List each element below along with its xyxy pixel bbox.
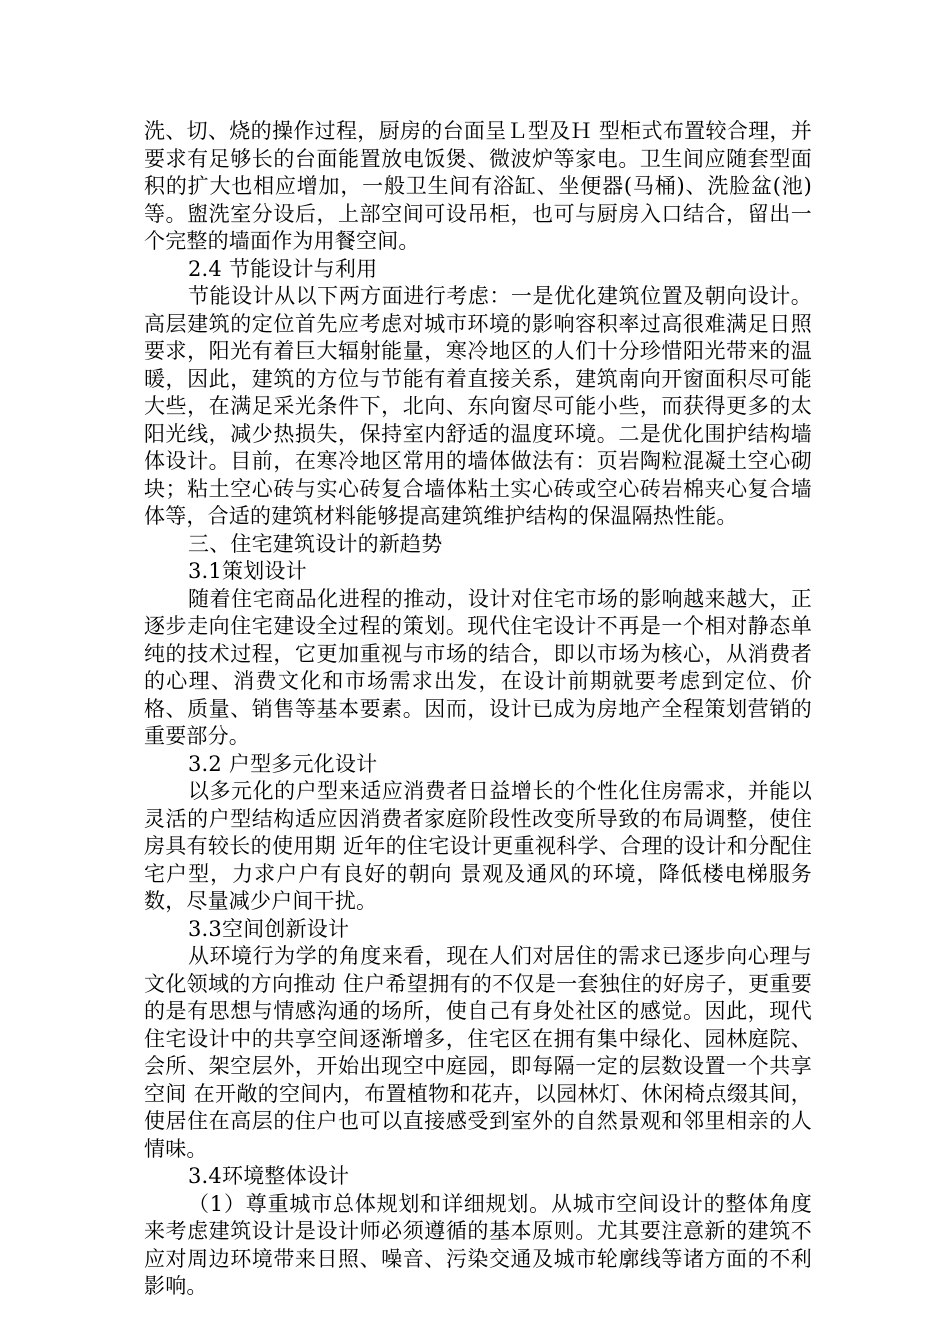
paragraph-space-innovation: 从环境行为学的角度来看，现在人们对居住的需求已逐步向心理与文化领域的方向推动 住户希望拥有的不仅是一套独住的好房子，更重要的是有思想与情感沟通的场所，使自己有身处社区的感觉。因此，现代住宅设计中的共享空间逐渐增多，住宅区在拥有集中绿化、园林庭院、会所、架空层外，开始出现空中庭园，即每隔一定的层数设置一个共享空间 在开敞的空间内，布置植物和花卉，以园林灯、休闲椅点缀其间，使居住在高层的住户也可以直接感受到室外的自然景观和邻里相亲的人情味。 [144, 944, 812, 1161]
paragraph-kitchen-bath: 洗、切、烧的操作过程，厨房的台面呈Ｌ型及Ｈ 型柜式布置较合理，并要求有足够长的台面能置放电饭煲、微波炉等家电。卫生间应随套型面积的扩大也相应增加，一般卫生间有浴缸、坐便器(马桶)、洗脸盆(池)等。盥洗室分设后，上部空间可设吊柜，也可与厨房入口结合，留出一个完整的墙面作为用餐空间。 [144, 119, 812, 253]
heading-3-3: 3.3空间创新设计 [188, 916, 350, 941]
heading-3-1: 3.1策划设计 [188, 559, 307, 583]
paragraph-planning-design: 随着住宅商品化进程的推动，设计对住宅市场的影响越来越大，正逐步走向住宅建设全过程的策划。现代住宅设计不再是一个相对静态单纯的技术过程，它更加重视与市场的结合，即以市场为核心，从消费者的心理、消费文化和市场需求出发，在设计前期就要考虑到定位、价格、质量、销售等基本要素。因而，设计已成为房地产全程策划营销的重要部分。 [144, 586, 812, 748]
paragraph-unit-diversity: 以多元化的户型来适应消费者日益增长的个性化住房需求，并能以灵活的户型结构适应因消费者家庭阶段性改变所导致的布局调整，使住房具有较长的使用期 近年的住宅设计更重视科学、合理的设计和分配住宅户型，力求户户有良好的朝向 景观及通风的环境，降低楼电梯服务数，尽量减少户间干扰。 [144, 779, 812, 913]
heading-2-4: 2.4 节能设计与利用 [188, 256, 378, 281]
heading-3-2: 3.2 户型多元化设计 [188, 751, 378, 776]
paragraph-energy-saving: 节能设计从以下两方面进行考虑：一是优化建筑位置及朝向设计。高层建筑的定位首先应考虑对城市环境的影响容积率过高很难满足日照要求，阳光有着巨大辐射能量，寒冷地区的人们十分珍惜阳光带来的温暖，因此，建筑的方位与节能有着直接关系，建筑南向开窗面积尽可能大些，在满足采光条件下，北向、东向窗尽可能小些，而获得更多的太阳光线，减少热损失，保持室内舒适的温度环境。二是优化围护结构墙体设计。目前，在寒冷地区常用的墙体做法有：页岩陶粒混凝土空心砌块；粘土空心砖与实心砖复合墙体粘土实心砖或空心砖岩棉夹心复合墙体等，合适的建筑材料能够提高建筑维护结构的保温隔热性能。 [144, 284, 812, 528]
heading-3-4: 3.4环境整体设计 [188, 1164, 350, 1188]
heading-section-3: 三、住宅建筑设计的新趋势 [188, 531, 443, 556]
paragraph-urban-planning: （1）尊重城市总体规划和详细规划。从城市空间设计的整体角度来考虑建筑设计是设计师必须遵循的基本原则。尤其要注意新的建筑不应对周边环境带来日照、噪音、污染交通及城市轮廓线等诸方面的不利影响。 [144, 1191, 812, 1298]
document-page [144, 118, 812, 1301]
